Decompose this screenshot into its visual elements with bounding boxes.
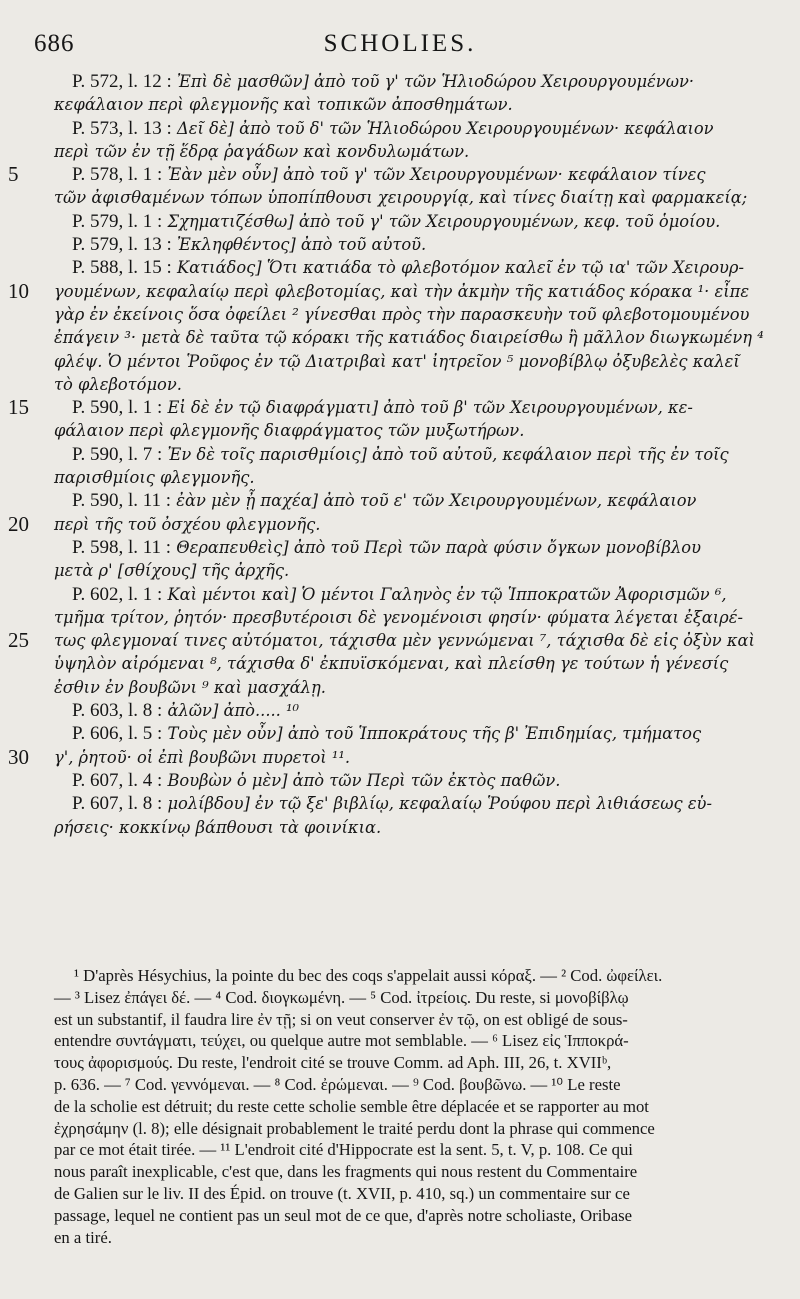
line-text [54,326,764,349]
line-text [54,513,320,536]
line-text [54,652,728,675]
page-line-reference: P. 578, l. 1 : [72,164,163,186]
line-text [54,816,381,839]
scholion-text: Βουβὼν ὁ μὲν] ἀπὸ τῶν Περὶ τῶν ἐκτὸς παθῶν. [167,770,561,790]
footnote-line: de la scholie est détruit; du reste cette scholie semble être déplacée et se rapporter au mot [54,1096,649,1116]
line-number: 30 [8,744,29,769]
page-line-reference: P. 607, l. 4 : [72,769,163,791]
line-text [72,117,714,140]
line-text [72,396,693,419]
line-text [54,629,755,652]
text-line [0,536,800,559]
page-line-reference: P. 590, l. 1 : [72,397,163,419]
footnote-line: τους ἀφορισμούς. Du reste, l'endroit cité se trouve Comm. ad Aph. III, 26, t. XVIIᵇ, [54,1053,612,1073]
text-line [0,396,800,419]
scholion-text: γ', ῥητοῦ· οἱ ἐπὶ βουβῶνι πυρετοὶ ¹¹. [54,747,351,767]
text-line [0,816,800,839]
page-line-reference: P. 572, l. 12 : [72,71,172,92]
scholion-text: περὶ τῶν ἐν τῇ ἕδρᾳ ῥαγάδων καὶ κονδυλωμάτων. [54,141,470,161]
text-line [0,350,800,373]
page-line-reference: P. 579, l. 13 : [72,234,172,256]
page-line-reference: P. 579, l. 1 : [72,210,163,232]
line-text [72,256,744,279]
line-text [54,186,747,209]
scholion-text: μολίβδου] ἐν τῷ ξε' βιβλίῳ, κεφαλαίῳ Ῥούφου περὶ λιθιάσεως εὑ- [167,794,712,814]
footnotes [54,965,782,1248]
text-line [0,303,800,326]
scholion-text: Θεραπευθεὶς] ἀπὸ τοῦ Περὶ τῶν παρὰ φύσιν ὄγκων μονοβίβλου [176,537,701,557]
line-text [72,769,560,792]
page-line-reference: P. 590, l. 11 : [72,490,172,512]
line-number: 15 [8,395,29,420]
text-line [0,699,800,722]
text-line [0,210,800,233]
line-text [54,559,289,582]
line-text [72,583,727,606]
scholion-text: ρήσεις· κοκκίνῳ βάπθουσι τὰ φοινίκια. [54,817,382,837]
line-text [72,699,299,722]
line-number: 20 [8,511,29,536]
running-title: SCHOLIES. [323,30,477,57]
scholion-text: μετὰ ρ' [σθίχους] τῆς ἀρχῆς. [54,561,290,581]
scholion-text: τμῆμα τρίτον, ῥητόν· πρεσβυτέροισι δὲ γενομένοισι φησίν· φύματα λέγεται ἐξαιρέ- [54,607,743,627]
scholion-text: περὶ τῆς τοῦ ὀσχέου φλεγμονῆς. [54,514,321,534]
footnote-line: de Galien sur le liv. II des Épid. on trouve (t. XVII, p. 410, sq.) un commentaire sur ce [54,1183,630,1203]
scholion-text: τως φλεγμοναί τινες αὐτόματοι, τάχισθα μὲν γεννώμεναι ⁷, τάχισθα δὲ εἰς ὀξὺν καὶ [54,631,755,651]
page-line-reference: P. 602, l. 1 : [72,583,163,605]
scholion-text: ὑψηλὸν αἰρόμεναι ⁸, τάχισθα δ' ἐκπυϊσκόμεναι, καὶ πλείσθη γε τούτων ἡ γένεσίς [54,654,729,674]
text-line [0,676,800,699]
page-line-reference: P. 606, l. 5 : [72,723,163,745]
line-text [54,303,749,326]
page-number: 686 [34,30,75,57]
text-line [0,746,800,769]
footnote-line: nous paraît inexplicable, c'est que, dans les fragments qui nous restent du Commentaire [54,1162,638,1182]
line-text [54,606,743,629]
page-line-reference: P. 607, l. 8 : [72,793,163,815]
scholion-text: Ἐπὶ δὲ μασθῶν] ἀπὸ τοῦ γ' τῶν Ἡλιοδώρου Χειρουργουμένων· [176,72,695,91]
line-text [72,443,729,466]
line-text [54,419,524,442]
text-line [0,280,800,303]
line-number: 10 [8,278,29,303]
footnote-line: est un substantif, il faudra lire ἐν τῇ; si on veut conserver ἐν τῷ, on est obligé de sous- [54,1009,628,1029]
line-text [54,280,749,303]
page-line-reference: P. 590, l. 7 : [72,443,163,465]
scholion-text: Ἐὰν μὲν οὖν] ἀπὸ τοῦ γ' τῶν Χειρουργουμένων· κεφάλαιον τίνες [167,165,706,185]
text-line [0,489,800,512]
line-number: 5 [8,162,19,187]
scholion-text: τὸ φλεβοτόμον. [54,374,182,394]
text-line [0,443,800,466]
footnote-line: p. 636. — ⁷ Cod. γεννόμεναι. — ⁸ Cod. ἐρώμεναι. — ⁹ Cod. βουβῶνω. — ¹⁰ Le reste [54,1074,621,1094]
text-line [0,652,800,675]
line-text [72,210,720,233]
scholion-text: παρισθμίοις φλεγμονῆς. [54,468,255,488]
scholion-text: ἀλῶν] ἀπὸ..... ¹⁰ [167,701,300,721]
line-text [72,792,712,815]
footnote-line: par ce mot était tirée. — ¹¹ L'endroit cité d'Hippocrate est la sent. 5, t. V, p. 108. Ce qui [54,1140,633,1160]
footnote-line: ἐχρησάμην (l. 8); elle désignait probablement le traité perdu dont la phrase qui commence [54,1118,655,1138]
scholion-text: Καὶ μέντοι καὶ] Ὁ μέντοι Γαληνὸς ἐν τῷ Ἱπποκρατῶν Ἀφορισμῶν ⁶, [167,584,727,604]
line-text [54,746,350,769]
footnote-line: ¹ D'après Hésychius, la pointe du bec des coqs s'appelait aussi κόραξ. — ² Cod. ὠφείλει. [74,966,663,985]
text-line [0,163,800,186]
line-text [72,163,705,186]
running-head [34,30,766,64]
page-line-reference: P. 603, l. 8 : [72,700,163,722]
text-line [0,769,800,792]
text-line [0,583,800,606]
footnote-line: en a tiré. [54,1227,112,1247]
text-line [0,186,800,209]
text-line [0,233,800,256]
page-line-reference: P. 588, l. 15 : [72,257,172,279]
scholion-text: γουμένων, κεφαλαίῳ περὶ φλεβοτομίας, καὶ τὴν ἀκμὴν τῆς κατιάδος κόρακα ¹· εἶπε [54,281,750,301]
scholion-text: φλέψ. Ὁ μέντοι Ῥοῦφος ἐν τῷ Διατριβαὶ κατ' ἰητρεῖον ⁵ μονοβίβλῳ ὀξυβελὲς καλεῖ [54,351,740,371]
scholion-text: φάλαιον περὶ φλεγμονῆς διαφράγματος τῶν μυξωτήρων. [54,421,525,441]
line-text [54,140,469,163]
scholion-text: Κατιάδος] Ὅτι κατιάδα τὸ φλεβοτόμον καλεῖ ἐν τῷ ια' τῶν Χειρουρ- [176,258,744,278]
text-line [0,256,800,279]
text-line [0,606,800,629]
scholion-text: ἐσθιν ἐν βουβῶνι ⁹ καὶ μασχάλῃ. [54,677,326,697]
line-text [54,350,740,373]
text-line [0,419,800,442]
scholia-text [0,70,800,839]
scholion-text: Εἰ δὲ ἐν τῷ διαφράγματι] ἀπὸ τοῦ β' τῶν Χειρουργουμένων, κε- [167,398,693,418]
line-text [72,70,694,93]
text-line [0,117,800,140]
line-text [72,722,701,745]
scholion-text: κεφάλαιον περὶ φλεγμονῆς καὶ τοπικῶν ἀποσθημάτων. [54,95,513,115]
scholion-text: Τοὺς μὲν οὖν] ἀπὸ τοῦ Ἱπποκράτους τῆς β' Ἐπιδημίας, τμήματος [167,724,702,744]
page-line-reference: P. 598, l. 11 : [72,536,172,558]
line-number: 25 [8,628,29,653]
scholion-text: Ἐν δὲ τοῖς παρισθμίοις] ἀπὸ τοῦ αὐτοῦ, κεφάλαιον περὶ τῆς ἐν τοῖς [167,444,729,464]
text-line [0,792,800,815]
scholion-text: ἐὰν μὲν ᾖ παχέα] ἀπὸ τοῦ ε' τῶν Χειρουργουμένων, κεφάλαιον [176,491,697,511]
scholion-text: Σχηματιζέσθω] ἀπὸ τοῦ γ' τῶν Χειρουργουμένων, κεφ. τοῦ ὁμοίου. [167,211,721,231]
scholion-text: Δεῖ δὲ] ἀπὸ τοῦ δ' τῶν Ἡλιοδώρου Χειρουργουμένων· κεφάλαιον [176,118,714,138]
footnote-line: — ³ Lisez ἐπάγει δέ. — ⁴ Cod. διογκωμένη. — ⁵ Cod. ἰτρείοις. Du reste, si μονοβίβλῳ [54,987,629,1007]
line-text [72,536,701,559]
footnote-line: passage, lequel ne contient pas un seul mot de ce que, d'après notre scholiaste, Oribase [54,1205,633,1225]
text-line [0,373,800,396]
text-line [0,140,800,163]
text-line [0,722,800,745]
scholion-text: τῶν ἀφισθαμένων τόπων ὑποπίπθουσι χειρουργίᾳ, καὶ τίνες διαίτῃ καὶ φαρμακείᾳ; [54,188,748,208]
text-line [0,559,800,582]
line-text [54,466,255,489]
footnote-line: entendre συντάγματι, τεύχει, ou quelque autre mot semblable. — ⁶ Lisez εἰς Ἱπποκρά- [54,1031,629,1051]
text-line [0,93,800,116]
text-line [0,466,800,489]
text-line [0,629,800,652]
line-text [72,233,426,256]
line-text [54,373,182,396]
line-text [54,676,326,699]
text-line [0,70,800,93]
text-line [0,513,800,536]
scholion-text: Ἐκληφθέντος] ἀπὸ τοῦ αὐτοῦ. [176,235,427,255]
scholion-text: ἐπάγειν ³· μετὰ δὲ ταῦτα τῷ κόρακι τῆς κατιάδος διαιρείσθω ἢ μᾶλλον διωγκωμένη ⁴ [54,328,764,348]
scholion-text: γὰρ ἐν ἐκείνοις ὅσα ὀφείλει ² γίνεσθαι πρὸς τὴν παρασκευὴν τοῦ φλεβοτομουμένου [54,304,750,324]
line-text [72,489,696,512]
page-line-reference: P. 573, l. 13 : [72,117,172,139]
line-text [54,93,513,116]
text-line [0,326,800,349]
